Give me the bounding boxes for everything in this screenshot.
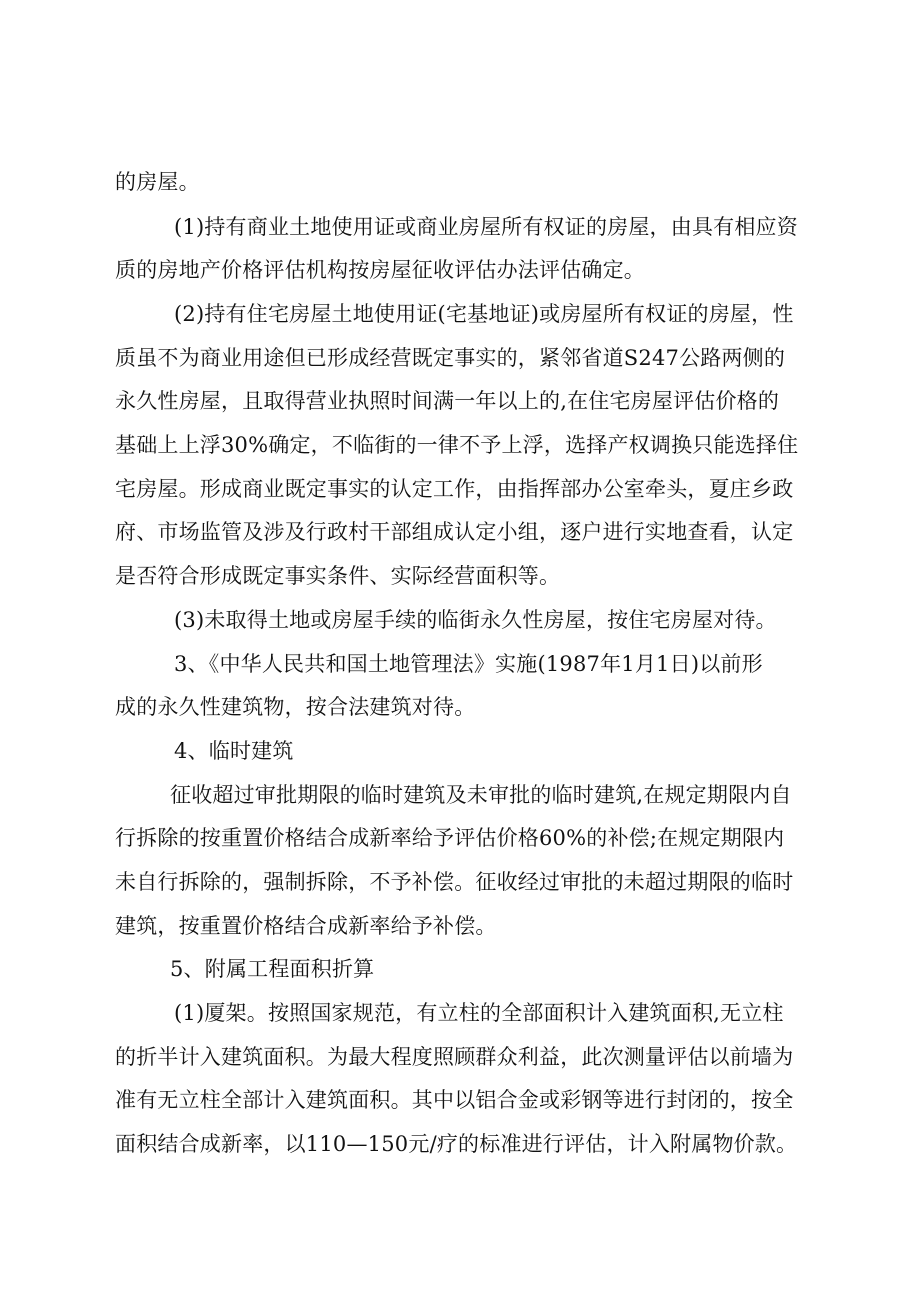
text-line-11: (3)未取得土地或房屋手续的临街永久性房屋，按住宅房屋对待。	[174, 608, 777, 632]
text-line-21: 的折半计入建筑面积。为最大程度照顾群众利益，此次测量评估以前墙为	[115, 1045, 794, 1069]
text-line-22: 准有无立柱全部计入建筑面积。其中以铝合金或彩钢等进行封闭的，按全	[115, 1088, 794, 1112]
text-line-6: 永久性房屋，且取得营业执照时间满一年以上的,在住宅房屋评估价格的	[115, 389, 780, 413]
text-line-4: (2)持有住宅房屋土地使用证(宅基地证)或房屋所有权证的房屋，性	[174, 302, 794, 326]
text-line-9: 府、市场监管及涉及行政村干部组成认定小组，逐户进行实地查看，认定	[115, 520, 794, 544]
text-line-23: 面积结合成新率，以110—150元/疗的标准进行评估，计入附属物价款。	[115, 1132, 798, 1156]
text-line-10: 是否符合形成既定事实条件、实际经营面积等。	[115, 564, 561, 588]
text-line-1: 的房屋。	[115, 170, 200, 194]
text-line-8: 宅房屋。形成商业既定事实的认定工作，由指挥部办公室牵头，夏庄乡政	[115, 477, 794, 501]
text-line-18: 建筑，按重置价格结合成新率给予补偿。	[115, 914, 497, 938]
text-line-20: (1)厦架。按照国家规范，有立柱的全部面积计入建筑面积,无立柱	[174, 1001, 784, 1025]
text-line-16: 行拆除的按重置价格结合成新率给予评估价格60%的补偿;在规定期限内	[115, 826, 785, 850]
text-line-3: 质的房地产价格评估机构按房屋征收评估办法评估确定。	[115, 258, 645, 282]
section-heading-temporary-buildings: 4、临时建筑	[174, 739, 294, 763]
text-line-2: (1)持有商业土地使用证或商业房屋所有权证的房屋，由具有相应资	[174, 215, 798, 239]
text-line-13: 成的永久性建筑物，按合法建筑对待。	[115, 695, 476, 719]
text-line-17: 未自行拆除的，强制拆除，不予补偿。征收经过审批的未超过期限的临时	[115, 870, 794, 894]
section-heading-ancillary-works: 5、附属工程面积折算	[170, 957, 375, 981]
text-line-5: 质虽不为商业用途但已形成经营既定事实的，紧邻省道S247公路两侧的	[115, 346, 786, 370]
text-line-12: 3、《中华人民共和国土地管理法》实施(1987年1月1日)以前形	[174, 652, 763, 676]
text-line-15: 征收超过审批期限的临时建筑及未审批的临时建筑,在规定期限内自	[170, 783, 792, 807]
text-line-7: 基础上上浮30%确定，不临街的一律不予上浮，选择产权调换只能选择住	[115, 433, 799, 457]
